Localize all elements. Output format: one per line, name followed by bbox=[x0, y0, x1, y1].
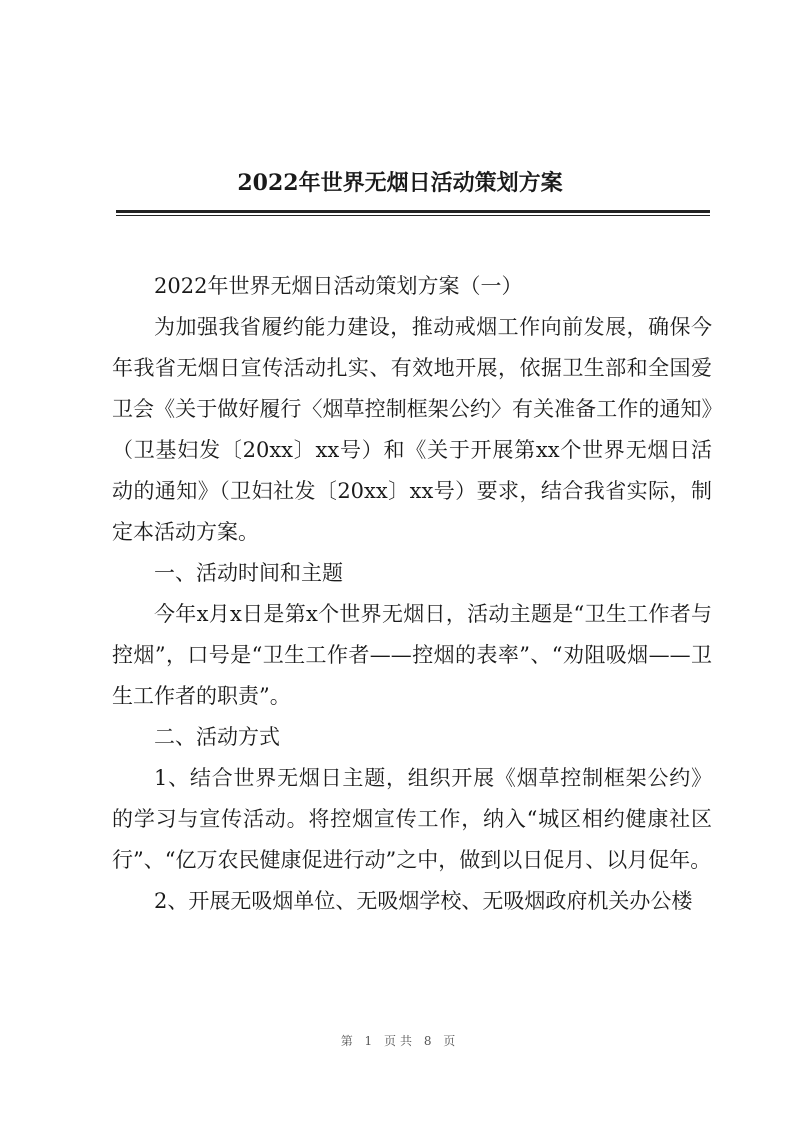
section-heading-time-theme: 一、活动时间和主题 bbox=[154, 561, 343, 585]
title-rule-thin bbox=[116, 215, 710, 216]
section-subtitle: 2022年世界无烟日活动策划方案（一） bbox=[154, 274, 523, 298]
title-rule-thick bbox=[116, 210, 710, 213]
document-body bbox=[112, 266, 712, 922]
page-footer: 第 1 页共 8 页 bbox=[340, 1034, 460, 1048]
section-heading-method: 二、活动方式 bbox=[154, 725, 280, 749]
intro-paragraph: 为加强我省履约能力建设，推动戒烟工作向前发展，确保今年我省无烟日宣传活动扎实、有效地开展，依据卫生部和全国爱卫会《关于做好履行〈烟草控制框架公约〉有关准备工作的通知》（卫基妇发〔20xx〕xx号）和《关于开展第xx个世界无烟日活动的通知》（卫妇社发〔20xx〕xx号）要求，结合我省实际，制定本活动方案。 bbox=[112, 315, 712, 544]
document-title: 2022年世界无烟日活动策划方案 bbox=[237, 170, 563, 196]
method-item-1: 1、结合世界无烟日主题，组织开展《烟草控制框架公约》的学习与宣传活动。将控烟宣传工作，纳入“城区相约健康社区行”、“亿万农民健康促进行动”之中，做到以日促月、以月促年。 bbox=[112, 766, 712, 872]
method-item-2: 2、开展无吸烟单位、无吸烟学校、无吸烟政府机关办公楼 bbox=[154, 889, 693, 913]
time-theme-paragraph: 今年x月x日是第x个世界无烟日，活动主题是“卫生工作者与控烟”，口号是“卫生工作者——控烟的表率”、“劝阻吸烟——卫生工作者的职责”。 bbox=[112, 602, 712, 708]
